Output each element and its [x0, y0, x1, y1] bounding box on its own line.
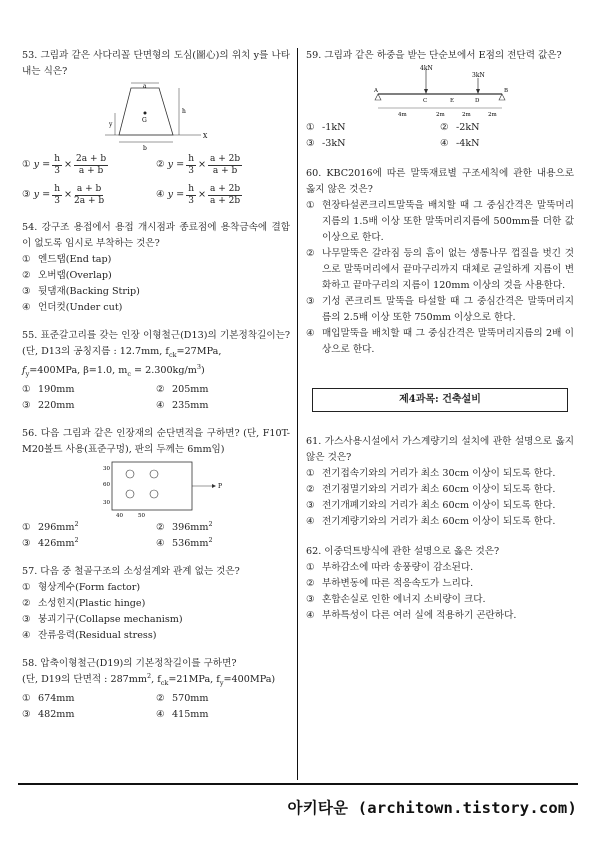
- span-4m: 4m: [398, 112, 407, 118]
- question-59: [306, 48, 574, 152]
- option-4[interactable]: ④ $536mm^2$: [156, 535, 213, 549]
- label-E: E: [450, 98, 455, 104]
- plate-shape: [112, 462, 192, 510]
- option-1[interactable]: ① 부하감소에 따라 송풍량이 감소된다.: [306, 562, 474, 573]
- option-1[interactable]: ① 전기접속기와의 거리가 최소 30cm 이상이 되도록 한다.: [306, 468, 556, 479]
- option-4[interactable]: ④ 전기계량기와의 거리가 최소 60cm 이상이 되도록 한다.: [306, 516, 556, 527]
- trapezoid-figure: [101, 80, 211, 150]
- label-X: X: [203, 133, 208, 140]
- span-2m-2: 2m: [462, 112, 471, 118]
- dim-50: 50: [138, 512, 145, 519]
- label-a: a: [143, 83, 147, 90]
- option-1[interactable]: ① y = $\frac{h}{3}$ × $\frac{2a + b}{a + b}$: [22, 153, 107, 176]
- footer-site-link[interactable]: 아키타운 (architown.tistory.com): [287, 799, 577, 817]
- label-4kN: 4kN: [420, 65, 433, 72]
- bolt-hole: [126, 470, 134, 478]
- load-4kn-head: [424, 89, 428, 94]
- label-b: b: [143, 145, 147, 150]
- bolt-hole: [150, 470, 158, 478]
- question-stem: 54. 강구조 용접에서 용접 개시점과 종료점에 용착금속에 결함이 없도록 임시로 부착하는 것은?: [22, 222, 290, 249]
- option-2[interactable]: ② 부하변동에 따른 적응속도가 느리다.: [306, 578, 474, 589]
- option-2[interactable]: ② y = $\frac{h}{3}$ × $\frac{a + 2b}{a + b}$: [156, 153, 241, 176]
- option-1[interactable]: ① 674mm: [22, 692, 75, 704]
- option-4[interactable]: ④ 부하특성이 다른 여러 실에 적용하기 곤란하다.: [306, 610, 517, 621]
- option-2[interactable]: ② 나무말뚝은 갈라짐 등의 흠이 없는 생통나무 껍질을 벗긴 것으로 말뚝머리에서 끝마구리까지 대체로 균일하게 지름이 변화하고 끝마구리의 지름이 120mm 이상의 것을 사용한다.: [306, 248, 574, 291]
- option-2[interactable]: ② 570mm: [156, 692, 209, 704]
- option-2[interactable]: ② 오버랩(Overlap): [22, 270, 112, 281]
- question-stem: 62. 이중덕트방식에 관한 설명으로 옳은 것은?: [306, 546, 500, 557]
- label-C: C: [423, 98, 428, 104]
- label-D: D: [475, 98, 480, 104]
- question-stem: 58. 압축이형철근(D19)의 기본정착길이를 구하면? (단, D19의 단면적 : $287mm^2$, $f_{ck}=21MPa$, $f_y=400MPa$): [22, 657, 276, 687]
- option-4[interactable]: ④ -4kN: [440, 138, 480, 149]
- subject-header: 제4과목: 건축설비: [312, 388, 568, 412]
- option-4[interactable]: ④ 415mm: [156, 708, 209, 720]
- question-61: [306, 434, 574, 530]
- question-55: [22, 328, 290, 414]
- question-stem: 60. KBC2016에 따른 말뚝재료별 구조세칙에 관한 내용으로 옳지 않은 것은?: [306, 168, 574, 195]
- option-2[interactable]: ② 소성힌지(Plastic hinge): [22, 597, 146, 609]
- bolt-hole: [126, 490, 134, 498]
- question-62: [306, 544, 574, 624]
- options-grid: [22, 150, 290, 210]
- option-4[interactable]: ④ y = $\frac{h}{3}$ × $\frac{a + 2b}{a + 2b}$: [156, 183, 241, 206]
- option-3[interactable]: ③ -3kN: [306, 138, 346, 149]
- support-A: [375, 94, 381, 100]
- question-60: [306, 166, 574, 358]
- options-grid: [22, 520, 290, 552]
- support-B: [499, 94, 505, 100]
- span-2m-1: 2m: [436, 112, 445, 118]
- option-3[interactable]: ③ 붕괴기구(Collapse mechanism): [22, 613, 183, 625]
- option-3[interactable]: ③ $426mm^2$: [22, 535, 79, 549]
- beam-figure: [370, 64, 510, 120]
- dim-60: 60: [103, 481, 110, 488]
- question-stem: 56. 다음 그림과 같은 인장재의 순단면적을 구하면? (단, F10T-M20볼트 사용(표준구멍), 판의 두께는 6mm임): [22, 427, 290, 455]
- option-3[interactable]: ③ 기성 콘크리트 말뚝을 타설할 때 그 중심간격은 말뚝머리지름의 2.5배 이상 또한 750mm 이상으로 한다.: [306, 296, 574, 323]
- label-P: P: [218, 482, 223, 490]
- option-4[interactable]: ④ 잔류응력(Residual stress): [22, 629, 157, 641]
- dim-30-bottom: 30: [103, 499, 110, 506]
- option-1[interactable]: ① $296mm^2$: [22, 519, 79, 533]
- option-1[interactable]: ① 형상계수(Form factor): [22, 581, 141, 593]
- dim-40: 40: [116, 512, 123, 519]
- label-G: G: [142, 117, 147, 124]
- question-stem: 53. 그림과 같은 사다리꼴 단면형의 도심(圖心)의 위치 y를 나타내는 식은?: [22, 50, 290, 77]
- span-2m-3: 2m: [488, 112, 497, 118]
- question-stem: 59. 그림과 같은 하중을 받는 단순보에서 E점의 전단력 값은?: [306, 50, 562, 61]
- option-4[interactable]: ④ 언더컷(Under cut): [22, 302, 123, 313]
- option-2[interactable]: ② 전기점멸기와의 거리가 최소 60cm 이상이 되도록 한다.: [306, 484, 556, 495]
- bolt-hole: [150, 490, 158, 498]
- trapezoid-shape: [119, 88, 173, 135]
- load-3kn-head: [476, 89, 480, 94]
- options-grid: [306, 120, 574, 152]
- option-3[interactable]: ③ 전기개폐기와의 거리가 최소 60cm 이상이 되도록 한다.: [306, 500, 556, 511]
- question-stem: 61. 가스사용시설에서 가스계량기의 설치에 관한 설명으로 옳지 않은 것은?: [306, 436, 574, 463]
- label-y: y: [109, 121, 113, 128]
- option-1[interactable]: ① 190mm: [22, 383, 75, 395]
- option-3[interactable]: ③ 220mm: [22, 399, 75, 411]
- left-column: [22, 48, 290, 723]
- option-1[interactable]: ① 현장타설콘크리트말뚝을 배치할 때 그 중심간격은 말뚝머리지름의 1.5배 이상 또한 말뚝머리지름에 500mm를 더한 값 이상으로 한다.: [306, 200, 574, 243]
- question-57: [22, 564, 290, 644]
- question-56: [22, 426, 290, 552]
- label-h: h: [182, 108, 186, 115]
- footer-divider: [18, 783, 578, 785]
- option-3[interactable]: ③ 뒷댐재(Backing Strip): [22, 286, 140, 297]
- option-3[interactable]: ③ 482mm: [22, 708, 75, 720]
- option-2[interactable]: ② $396mm^2$: [156, 519, 213, 533]
- label-B: B: [504, 88, 509, 94]
- centroid-point: [144, 112, 147, 115]
- question-53: [22, 48, 290, 210]
- right-column: [306, 48, 574, 624]
- load-arrowhead: [212, 484, 216, 488]
- question-54: [22, 220, 290, 316]
- question-stem: 55. 표준갈고리를 갖는 인장 이형철근(D13)의 기본정착길이는? (단, D13의 공칭지름 : 12.7mm, $f_{ck}=27MPa$, $f_y=400MPa$, β=1.0, $m_c = 2.300kg/m^3$): [22, 330, 290, 378]
- option-3[interactable]: ③ 혼합손실로 인한 에너지 소비량이 크다.: [306, 594, 486, 605]
- options-grid: [22, 382, 290, 414]
- option-1[interactable]: ① 엔드탭(End tap): [22, 254, 112, 265]
- option-2[interactable]: ② 205mm: [156, 383, 209, 395]
- column-divider: [297, 48, 298, 780]
- dim-30-top: 30: [103, 465, 110, 472]
- label-A: A: [374, 88, 378, 94]
- option-4[interactable]: ④ 매입말뚝을 배치할 때 그 중심간격은 말뚝머리지름의 2배 이상으로 한다.: [306, 328, 574, 355]
- option-1[interactable]: ① -1kN: [306, 122, 346, 133]
- option-2[interactable]: ② -2kN: [440, 122, 480, 133]
- option-3[interactable]: ③ y = $\frac{h}{3}$ × $\frac{a + b}{2a + b}$: [22, 183, 105, 206]
- options-grid: [22, 691, 290, 723]
- question-58: [22, 656, 290, 723]
- bolted-plate-figure: [86, 458, 226, 520]
- label-3kN: 3kN: [472, 72, 485, 79]
- question-stem: 57. 다음 중 철골구조의 소성설계와 관계 없는 것은?: [22, 565, 240, 577]
- option-4[interactable]: ④ 235mm: [156, 399, 209, 411]
